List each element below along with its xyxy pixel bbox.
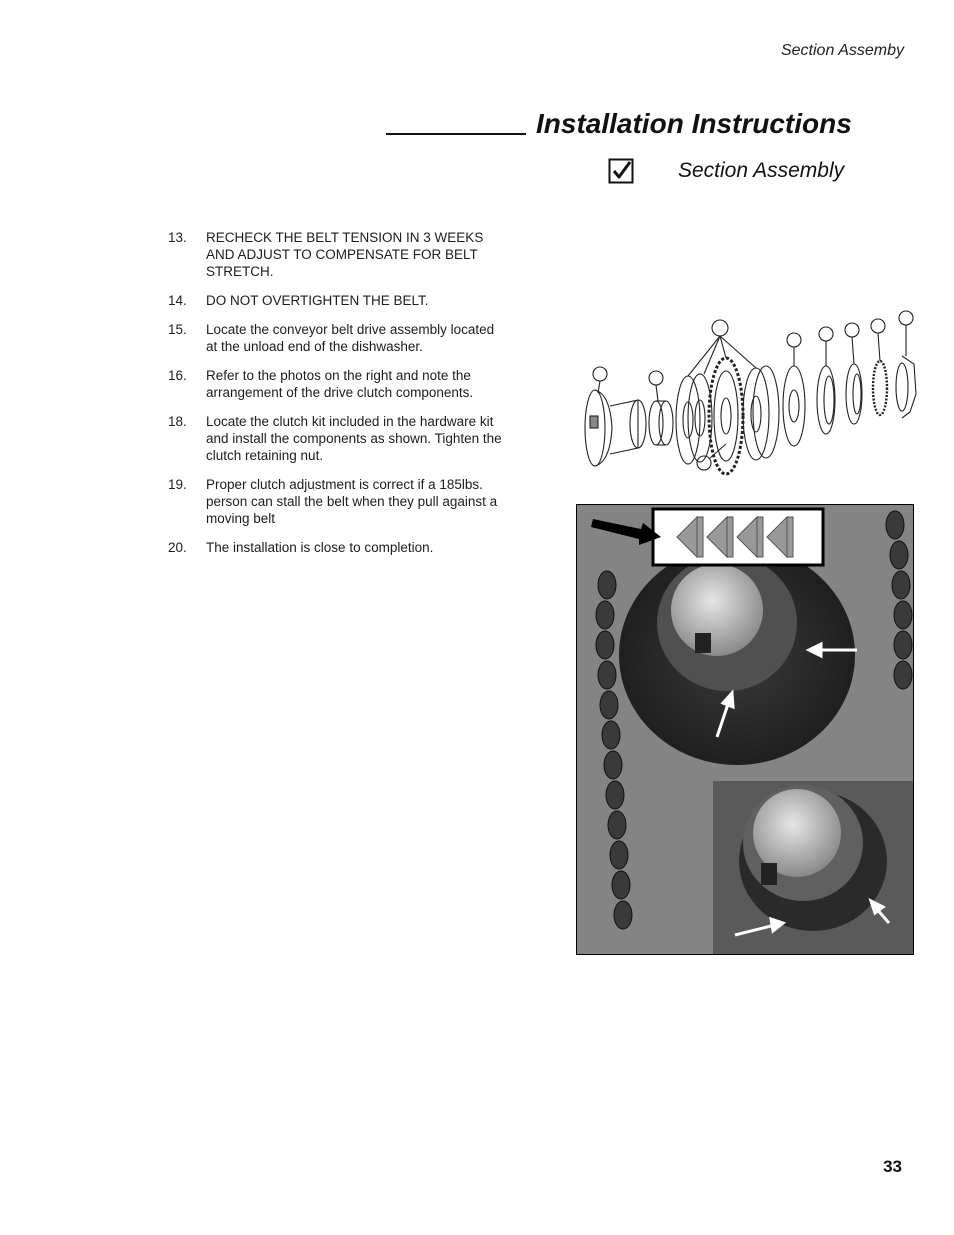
step-text: The installation is close to completion. bbox=[206, 540, 434, 555]
list-item bbox=[168, 539, 508, 556]
title-row bbox=[386, 108, 856, 140]
step-number: 15. bbox=[168, 322, 187, 337]
step-text: Locate the clutch kit included in the hardware kit and install the components as shown. Tighten the clutch retaining nut. bbox=[206, 414, 502, 463]
list-item bbox=[168, 321, 508, 355]
step-text: Refer to the photos on the right and note the arrangement of the drive clutch components. bbox=[206, 368, 474, 400]
checkbox-checked-icon bbox=[608, 158, 634, 184]
list-item bbox=[168, 413, 508, 464]
list-item bbox=[168, 367, 508, 401]
step-number: 20. bbox=[168, 540, 187, 555]
clutch-assembly-photo bbox=[576, 504, 914, 955]
clutch-photo-drawing bbox=[577, 505, 914, 955]
list-item bbox=[168, 476, 508, 527]
list-item bbox=[168, 292, 508, 309]
step-number: 14. bbox=[168, 293, 187, 308]
clutch-exploded-diagram bbox=[580, 308, 920, 478]
step-text: DO NOT OVERTIGHTEN THE BELT. bbox=[206, 293, 429, 308]
section-title: Section Assembly bbox=[678, 159, 845, 182]
instruction-list bbox=[168, 229, 508, 568]
step-number: 18. bbox=[168, 414, 187, 429]
step-number: 13. bbox=[168, 230, 187, 245]
section-row bbox=[608, 158, 858, 184]
running-header: Section Assemby bbox=[780, 42, 904, 59]
page-number: 33 bbox=[883, 1157, 902, 1176]
step-text: Locate the conveyor belt drive assembly located at the unload end of the dishwasher. bbox=[206, 322, 495, 354]
step-text: Proper clutch adjustment is correct if a 185lbs. person can stall the belt when they pull against a moving belt bbox=[206, 477, 498, 526]
step-number: 16. bbox=[168, 368, 187, 383]
step-number: 19. bbox=[168, 477, 187, 492]
list-item bbox=[168, 229, 508, 280]
title-underline-rule bbox=[386, 133, 526, 135]
step-text: RECHECK THE BELT TENSION IN 3 WEEKS AND ADJUST TO COMPENSATE FOR BELT STRETCH. bbox=[206, 230, 484, 279]
page-title: Installation Instructions bbox=[536, 108, 852, 139]
